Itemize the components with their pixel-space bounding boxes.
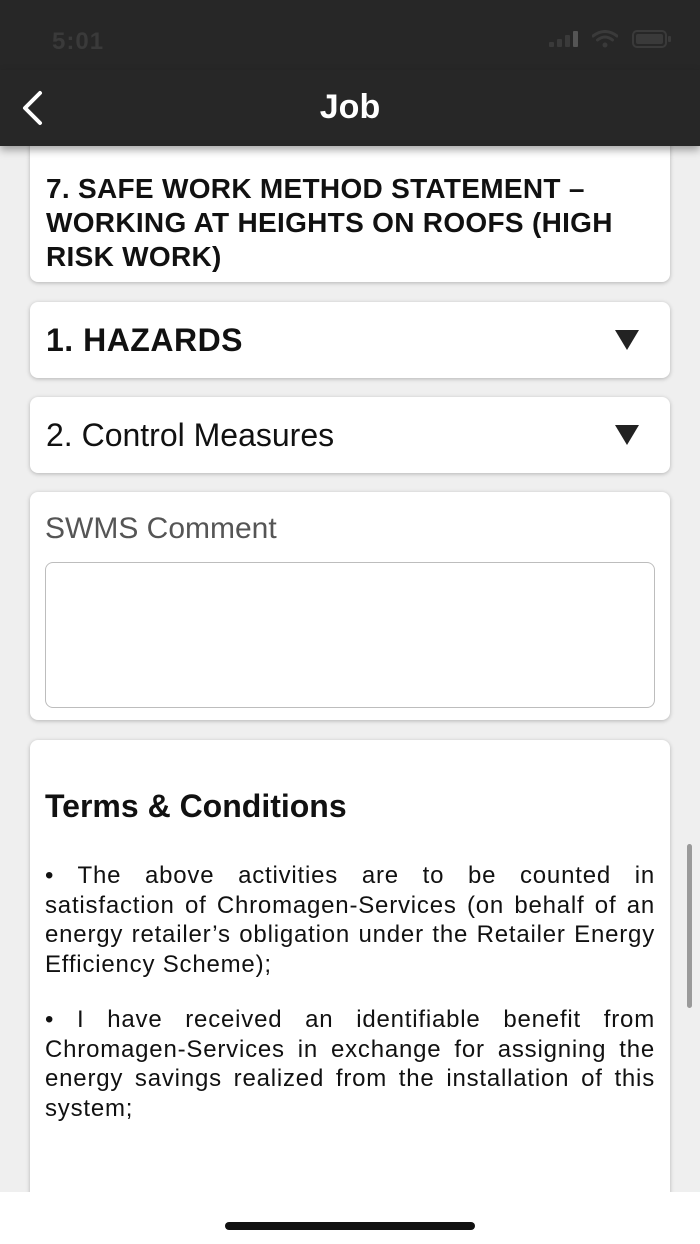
hazards-accordion[interactable]: [30, 302, 670, 378]
status-time: 5:01: [52, 28, 105, 55]
cellular-signal-icon: [549, 31, 578, 47]
control-measures-accordion[interactable]: [30, 397, 670, 473]
comment-card: [30, 492, 670, 720]
terms-card: [30, 740, 670, 1192]
triangle-down-icon: [614, 424, 640, 446]
control-measures-label: 2. Control Measures: [46, 416, 335, 453]
home-area: [0, 1192, 700, 1244]
status-icons: [549, 30, 672, 48]
scrollbar[interactable]: [687, 844, 692, 1008]
terms-paragraph: • The above activities are to be counted in satisfaction of Chromagen-Services (on behalf of an energy retailer’s obligation under the Retailer Energy Efficiency Scheme);: [45, 862, 655, 978]
swms-comment-label: SWMS Comment: [45, 512, 277, 545]
home-indicator[interactable]: [225, 1222, 475, 1230]
terms-paragraph: • I have received an identifiable benefit from Chromagen-Services in exchange for assigning the energy savings realized from the installation of this system;: [45, 1006, 655, 1122]
swms-comment-input[interactable]: [45, 562, 655, 708]
scroll-content[interactable]: [0, 146, 700, 1192]
navigation-bar: [0, 70, 700, 146]
wifi-icon: [592, 30, 618, 48]
terms-title: Terms & Conditions: [45, 788, 347, 824]
statement-title: 7. SAFE WORK METHOD STATEMENT – WORKING AT HEIGHTS ON ROOFS (HIGH RISK WORK): [46, 173, 613, 272]
statement-card: [30, 146, 670, 282]
page-title: Job: [319, 88, 381, 126]
triangle-down-icon: [614, 329, 640, 351]
hazards-label: 1. HAZARDS: [46, 321, 244, 358]
battery-icon: [632, 30, 672, 48]
